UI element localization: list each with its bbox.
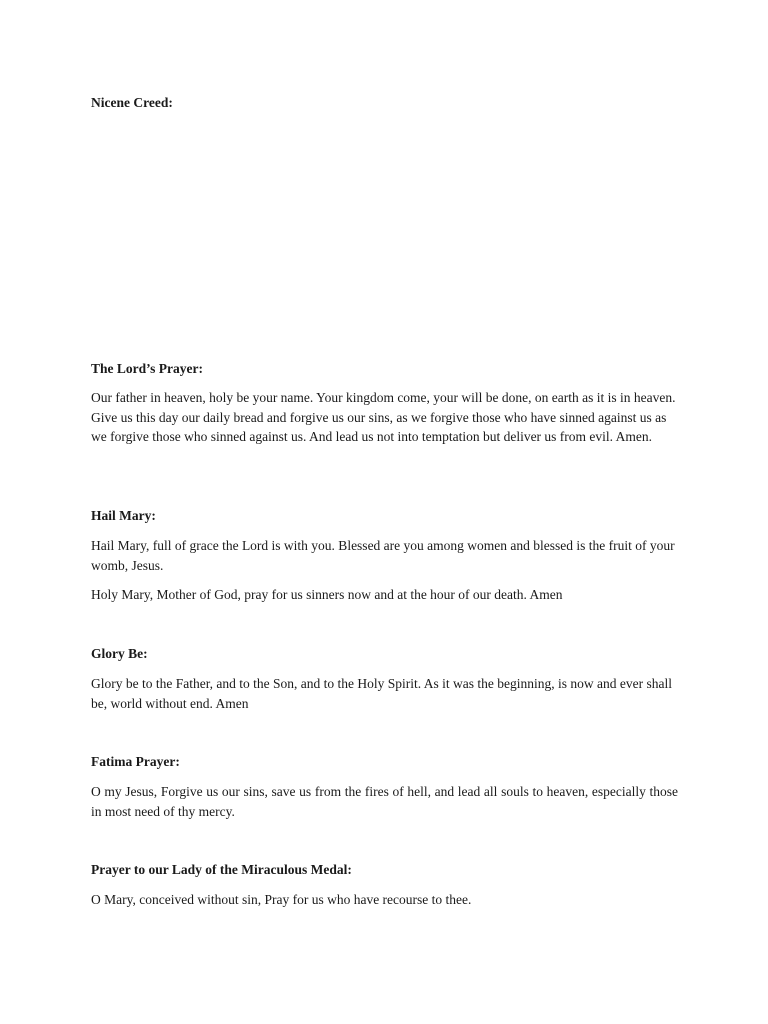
fatima-prayer-heading: Fatima Prayer:	[91, 754, 180, 769]
nicene-creed-heading: Nicene Creed:	[91, 95, 173, 110]
fatima-prayer-text: O my Jesus, Forgive us our sins, save us from the fires of hell, and lead all souls to heaven, especially those in most need of thy mercy.	[91, 784, 678, 819]
lords-prayer-text: Our father in heaven, holy be your name. Your kingdom come, your will be done, on earth as it is in heaven. Give us this day our daily bread and forgive us our sins, as we forgive those who have sinned against us as we forgive those who sinned against us. And lead us not into temptation but deliver us from evil. Amen.	[91, 390, 676, 444]
glory-be-text: Glory be to the Father, and to the Son, and to the Holy Spirit. As it was the beginning, is now and ever shall be, world without end. Amen	[91, 676, 673, 711]
hail-mary-heading: Hail Mary:	[91, 508, 156, 523]
hail-mary-text-2: Holy Mary, Mother of God, pray for us sinners now and at the hour of our death. Amen	[91, 587, 563, 602]
miraculous-medal-heading: Prayer to our Lady of the Miraculous Medal:	[91, 862, 352, 877]
glory-be-heading: Glory Be:	[91, 646, 148, 661]
lords-prayer-heading: The Lord’s Prayer:	[91, 361, 203, 376]
hail-mary-text-1: Hail Mary, full of grace the Lord is with you. Blessed are you among women and blessed is the fruit of your womb, Jesus.	[91, 538, 675, 573]
miraculous-medal-text: O Mary, conceived without sin, Pray for us who have recourse to thee.	[91, 892, 472, 907]
